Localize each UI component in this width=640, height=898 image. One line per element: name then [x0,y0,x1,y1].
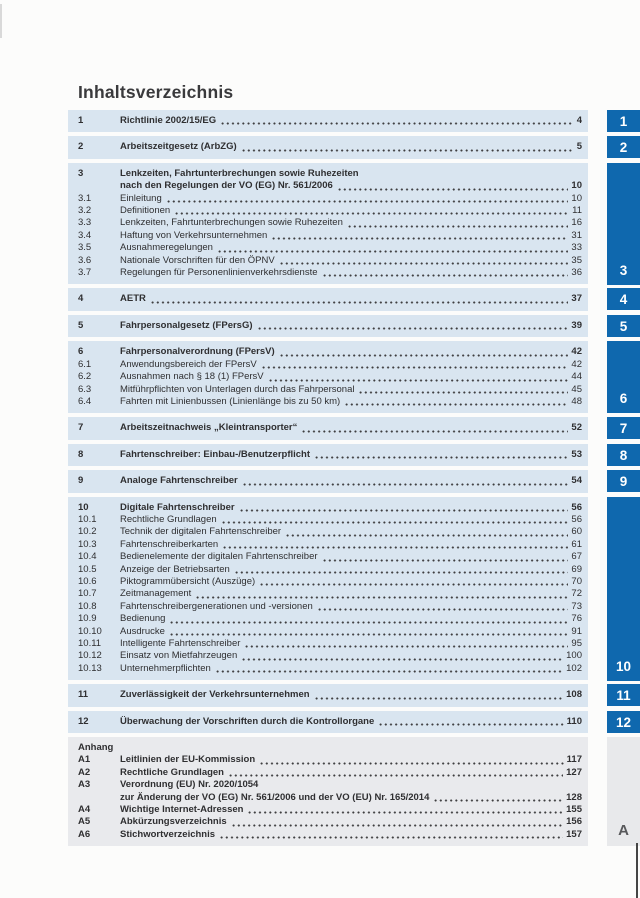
section-tab-label: 7 [619,420,628,436]
section-tab-label: 10 [615,659,632,674]
section-tab-label: 8 [619,447,628,463]
toc-entry [78,716,582,728]
section-tab-label: A [618,822,629,839]
toc-entry-title: Rechtliche Grundlagen [120,766,224,778]
toc-entry-title: Wichtige Internet-Adressen [120,804,244,816]
toc-entry-title: Arbeitszeitgesetz (ArbZG) [120,141,237,153]
toc-entry [78,475,582,487]
toc-entry-page: 45 [571,383,582,395]
toc-section-band [68,470,588,492]
toc-entry [78,502,582,514]
toc-entry-number: 10.8 [78,600,97,612]
dotted-leader [378,723,563,726]
toc-entry-title: Piktogrammübersicht (Auszüge) [120,575,256,587]
toc-entry-title: Regelungen für Personenlinienverkehrsdienste [120,267,318,279]
appendix-tab [607,737,640,846]
toc-section-band [68,288,588,310]
toc-entry-title: Anzeige der Betriebsarten [120,563,230,575]
toc-entry-page: 54 [571,475,582,487]
dotted-leader [241,658,563,661]
toc-entry [78,449,582,461]
toc-section-band [68,136,588,158]
dotted-leader [279,354,569,357]
section-tab-label: 3 [619,263,628,278]
toc-entry-page: 39 [571,319,582,331]
dotted-leader [285,534,568,537]
toc-entry-title: Zuverlässigkeit der Verkehrsunternehmen [120,689,310,701]
toc-group-label: Anhang [78,742,114,754]
toc-entry [78,742,582,754]
dotted-leader [217,250,568,253]
dotted-leader [344,403,568,406]
toc-section-band [68,163,588,285]
toc-section-band [68,684,588,706]
toc-entry-title: Zeitmanagement [120,588,192,600]
toc-section-band [68,110,588,132]
dotted-leader [220,122,574,125]
toc-entry-title: Überwachung der Vorschriften durch die Kontrollorgane [120,715,375,727]
toc-entry [78,115,582,127]
dotted-leader [358,391,568,394]
dotted-leader [228,774,563,777]
toc-entry-page: 48 [571,395,582,407]
toc-entry-page: 56 [571,501,582,513]
toc-entry-page: 10 [571,180,582,192]
toc-entry [78,626,582,638]
toc-entry [78,613,582,625]
toc-entry [78,539,582,551]
toc-entry-page: 76 [571,613,582,625]
dotted-leader [322,559,569,562]
section-tab [607,288,640,310]
section-tab-label: 12 [615,714,632,730]
toc-entry-title: AETR [120,293,146,305]
toc-entry-title: Stichwortverzeichnis [120,828,216,840]
dotted-leader [317,608,569,611]
toc-entry [78,514,582,526]
toc-entry-page: 10 [571,192,582,204]
toc-entry [78,205,582,217]
toc-entry-title: Ausnahmeregelungen [120,242,213,254]
toc-entry-number: A3 [78,779,91,791]
toc-entry-page: 95 [571,638,582,649]
toc-entry-title: Intelligente Fahrtenschreiber [120,638,241,649]
toc-entry-number: 11 [78,689,89,701]
toc-entry [78,767,582,779]
toc-entry-title: Arbeitszeitnachweis „Kleintransporter“ [120,422,298,434]
scan-speck [0,4,2,38]
toc-entry-title: Bedienung [120,613,166,625]
toc-entry [78,384,582,396]
toc-entry-title: Nationale Vorschriften für den ÖPNV [120,254,275,266]
toc-entry-title: Fahrten mit Linienbussen (Linienlänge bis zu 50 km) [120,395,341,407]
toc-entry-number: 3.2 [78,205,92,217]
toc-entry [78,141,582,153]
toc-entry-number: 12 [78,715,89,727]
section-tab [607,444,640,466]
toc-entry-page: 11 [572,205,582,217]
toc-entry [78,663,582,675]
toc-entry-page: 108 [566,689,582,701]
dotted-leader [169,633,569,636]
toc-entry-page: 4 [576,115,582,126]
toc-entry-page: 36 [571,267,582,279]
toc-entry-page: 72 [571,588,582,600]
toc-section-band [68,737,588,846]
toc-entry-number: 6 [78,346,84,358]
toc-entry-page: 35 [571,254,582,266]
toc-entry [78,217,582,229]
section-tab [607,315,640,337]
toc-entry-title: Analoge Fahrtenschreiber [120,475,238,487]
toc-entry-page: 44 [571,371,582,383]
toc-entry-number: A5 [78,816,91,828]
toc-entry-number: 3.6 [78,254,92,266]
section-tab-label: 1 [619,113,628,129]
toc-entry-title: Ausdrucke [120,625,165,637]
dotted-leader [322,274,569,277]
toc-entry-number: 10 [78,501,89,513]
toc-entry-number: 10.6 [78,575,97,587]
dotted-leader [271,237,568,240]
toc-section-band [68,315,588,337]
toc-entry-page: 52 [571,422,582,434]
dotted-leader [239,509,569,512]
toc-entry-number: A6 [78,828,91,840]
dotted-leader [174,212,569,215]
toc-entry-title: Richtlinie 2002/15/EG [120,115,217,126]
toc-entry-title: Definitionen [120,205,171,217]
toc-entry [78,371,582,383]
toc-entry-number: 6.3 [78,383,92,395]
toc-entry [78,601,582,613]
toc-entry-title-line2: nach den Regelungen der VO (EG) Nr. 561/2006 [120,180,333,192]
section-tab-label: 2 [619,139,628,155]
section-tab-label: 11 [616,687,631,703]
toc-entry-title: Fahrtenschreiberkarten [120,538,219,550]
toc-entry-number: 4 [78,293,84,305]
toc-entry [78,422,582,434]
dotted-leader [166,200,569,203]
toc-entry [78,689,582,701]
dotted-leader [231,824,564,827]
toc-entry-page: 155 [566,804,582,816]
toc-entry-title: Fahrtenschreibergenerationen und -versionen [120,600,313,612]
toc-entry-number: 10.3 [78,538,97,550]
toc-entry-page: 127 [566,766,582,778]
toc-entry-number: 2 [78,141,84,153]
toc-entry-page: 67 [571,551,582,563]
toc-entry [78,829,582,841]
section-tab [607,684,640,706]
toc-entry-title: Fahrpersonalgesetz (FPersG) [120,319,253,331]
dotted-leader [257,327,569,330]
toc-entry [78,293,582,305]
toc-entry-number: 5 [78,319,84,331]
toc-entry [78,564,582,576]
section-tab [607,163,640,285]
toc-entry-number: 10.7 [78,588,97,600]
section-tab [607,497,640,681]
section-tab [607,711,640,733]
section-tab-label: 6 [619,391,628,406]
toc-entry [78,193,582,205]
toc-entry-page: 91 [571,625,582,637]
toc-entry-title: Mitführpflichten von Unterlagen durch das Fahrpersonal [120,383,355,395]
toc-entry-number: 10.13 [78,662,102,674]
toc-entry-number: 10.12 [78,650,102,662]
dotted-leader [242,483,569,486]
section-tab-label: 9 [619,473,628,489]
dotted-leader [234,571,569,574]
toc-entry-number: 10.11 [78,638,102,649]
toc-entry-title: Leitlinien der EU-Kommission [120,754,256,766]
thumb-index-tab-rail [607,0,640,898]
toc-entry-page: 117 [566,754,582,766]
toc-entry-number: 6.2 [78,371,92,383]
toc-section-band [68,497,588,681]
toc-entry-page: 100 [566,650,582,662]
toc-entry-number: 10.5 [78,563,97,575]
toc-entry-page: 16 [571,217,582,229]
toc-entry-number: 7 [78,422,84,434]
toc-entry [78,320,582,332]
dotted-leader [221,521,569,524]
toc-entry [78,168,582,180]
toc-entry [78,576,582,588]
toc-section-band [68,444,588,466]
toc-entry-number: A1 [78,754,91,766]
toc-entry [78,650,582,662]
section-tab [607,136,640,158]
section-tab [607,470,640,492]
toc-entry [78,551,582,563]
toc-entry [78,526,582,538]
page-title: Inhaltsverzeichnis [78,82,234,102]
toc-entry-page: 73 [571,600,582,612]
toc-entry-page: 61 [571,538,582,550]
toc-entry-number: 3.1 [78,192,92,204]
toc-entry-page: 128 [566,791,582,803]
dotted-leader [301,430,568,433]
toc-entry-page: 60 [571,526,582,538]
toc-entry-title: Abkürzungsverzeichnis [120,816,227,828]
section-tab-label: 5 [619,318,628,334]
toc-section-band [68,711,588,733]
toc-entry-number: A4 [78,804,91,816]
dotted-leader [247,811,563,814]
toc-entry-title: Bedienelemente der digitalen Fahrtenschreiber [120,551,318,563]
toc-entry-number: 6.4 [78,395,92,407]
dotted-leader [433,799,563,802]
toc-entry-title: Lenkzeiten, Fahrtunterbrechungen sowie Ruhezeiten [120,167,359,179]
dotted-leader [215,670,563,673]
toc-entry-title: Anwendungsbereich der FPersV [120,358,257,370]
toc-entry-title: Digitale Fahrtenschreiber [120,501,235,513]
toc-entry-title: Einsatz von Mietfahrzeugen [120,650,238,662]
dotted-leader [259,583,568,586]
toc-entry-number: 8 [78,448,84,460]
toc-entry-page: 110 [566,715,582,727]
toc-entry-title: Technik der digitalen Fahrtenschreiber [120,526,282,538]
section-tab-label: 4 [619,291,628,307]
toc-entry-title: Unternehmerpflichten [120,662,211,674]
toc-entry-number: 3.3 [78,217,92,229]
toc-entry-number: 6.1 [78,358,92,370]
toc-entry-title: Ausnahmen nach § 18 (1) FPersV [120,371,264,383]
dotted-leader [169,621,568,624]
dotted-leader [219,836,563,839]
dotted-leader [222,546,568,549]
toc-entry-page: 70 [571,575,582,587]
toc-entry-page: 69 [571,563,582,575]
toc-entry-title: Fahrpersonalverordnung (FPersV) [120,346,275,358]
toc-entry-page: 37 [571,293,582,305]
toc-entry [78,779,582,791]
dotted-leader [314,456,568,459]
toc-entry-number: 3.5 [78,242,92,254]
dotted-leader [337,188,569,191]
toc-entry-page: 5 [576,141,582,153]
toc-entry-number: 10.10 [78,625,102,637]
toc-section-band [68,417,588,439]
toc-entry-wrap-line [78,792,582,804]
toc-entry-page: 53 [571,448,582,460]
toc-entry-title-line2: zur Änderung der VO (EG) Nr. 561/2006 und der VO (EU) Nr. 165/2014 [120,791,430,803]
toc-entry-page: 31 [571,229,582,241]
toc-entry-page: 102 [566,662,582,674]
toc-entry-title: Haftung von Verkehrsunternehmen [120,229,268,241]
toc-entry-number: 1 [78,115,84,126]
dotted-leader [268,379,569,382]
toc-section-band [68,341,588,413]
section-tab [607,110,640,132]
section-tab [607,417,640,439]
toc-entry [78,255,582,267]
toc-entry-number: 10.2 [78,526,97,538]
toc-entry-page: 156 [566,816,582,828]
toc-entry [78,754,582,766]
toc-entry [78,242,582,254]
dotted-leader [314,697,564,700]
toc-entry [78,359,582,371]
toc-entry-number: 9 [78,475,84,487]
toc-entry-title: Lenkzeiten, Fahrtunterbrechungen sowie Ruhezeiten [120,217,343,229]
toc-entry-page: 42 [571,346,582,358]
toc-entry [78,816,582,828]
toc-entry-title: Verordnung (EU) Nr. 2020/1054 [120,779,259,791]
toc-entry-title: Einleitung [120,192,162,204]
toc-entry [78,804,582,816]
toc-entry-number: A2 [78,766,91,778]
toc-entry-wrap-line [78,180,582,192]
dotted-leader [241,149,574,152]
toc-entry-number: 10.1 [78,513,97,525]
toc-entry-number: 3.7 [78,267,92,279]
toc-entry [78,230,582,242]
dotted-leader [150,301,569,304]
dotted-leader [244,645,568,648]
toc-entry-title: Fahrtenschreiber: Einbau-/Benutzerpflicht [120,448,311,460]
toc-entry-number: 3 [78,167,84,179]
toc-entry [78,267,582,279]
toc-entry [78,638,582,650]
dotted-leader [279,262,569,265]
dotted-leader [347,225,569,228]
toc-entry [78,346,582,358]
table-of-contents [68,110,588,850]
dotted-leader [195,596,568,599]
dotted-leader [261,366,569,369]
toc-entry-number: 10.4 [78,551,97,563]
toc-entry [78,588,582,600]
toc-entry-number: 10.9 [78,613,97,625]
dotted-leader [259,762,564,765]
toc-entry-page: 42 [571,358,582,370]
toc-entry-number: 3.4 [78,229,92,241]
section-tab [607,341,640,413]
toc-entry-page: 33 [571,242,582,254]
scan-edge-artifact [636,843,638,898]
toc-entry [78,396,582,408]
toc-entry-page: 157 [566,828,582,840]
toc-entry-page: 56 [571,513,582,525]
toc-entry-title: Rechtliche Grundlagen [120,513,217,525]
